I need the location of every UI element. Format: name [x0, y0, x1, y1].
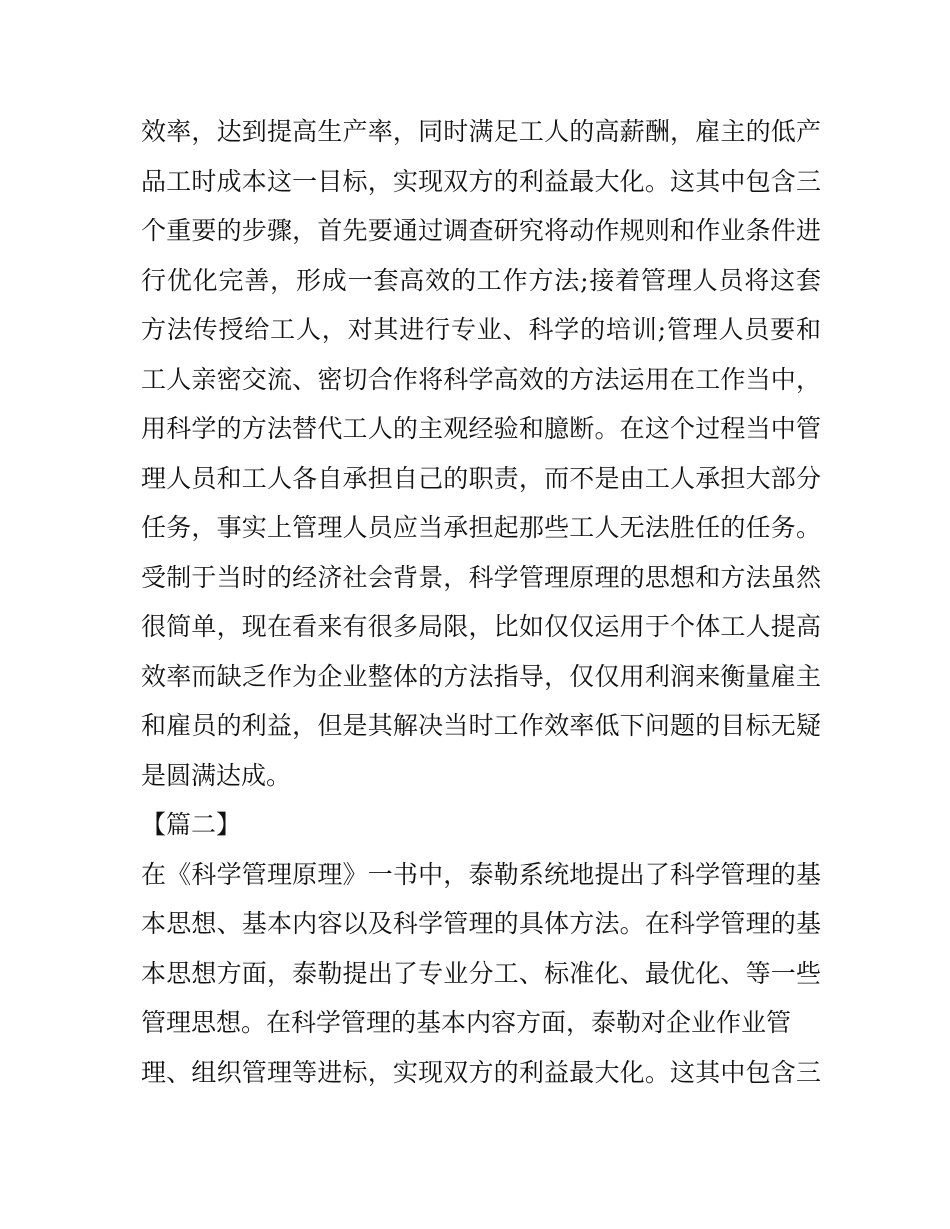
text-line: 本思想方面，泰勒提出了专业分工、标准化、最优化、等一些	[141, 958, 821, 988]
text-line: 方法传授给工人，对其进行专业、科学的培训;管理人员要和	[141, 315, 821, 344]
text-line: 效率，达到提高生产率，同时满足工人的高薪酬，雇主的低产	[141, 117, 821, 146]
text-line: 受制于当时的经济社会背景，科学管理原理的思想和方法虽然	[141, 562, 821, 592]
text-line: 本思想、基本内容以及科学管理的具体方法。在科学管理的基	[141, 909, 821, 938]
text-line: 行优化完善，形成一套高效的工作方法;接着管理人员将这套	[141, 265, 821, 295]
text-line: 管理思想。在科学管理的基本内容方面，泰勒对企业作业管	[141, 1008, 792, 1037]
text-line: 用科学的方法替代工人的主观经验和臆断。在这个过程当中管	[141, 414, 821, 443]
body-text	[141, 107, 821, 1097]
text-line: 是圆满达成。	[141, 760, 292, 790]
text-line: 在《科学管理原理》一书中，泰勒系统地提出了科学管理的基	[141, 859, 821, 889]
text-line: 和雇员的利益，但是其解决当时工作效率低下问题的目标无疑	[141, 711, 821, 740]
text-line: 很简单，现在看来有很多局限，比如仅仅运用于个体工人提高	[141, 612, 821, 641]
text-line: 品工时成本这一目标，实现双方的利益最大化。这其中包含三	[141, 166, 821, 196]
text-line: 理、组织管理等进标，实现双方的利益最大化。这其中包含三	[141, 1057, 821, 1087]
section-heading: 【篇二】	[141, 810, 242, 839]
text-line: 任务，事实上管理人员应当承担起那些工人无法胜任的任务。	[141, 513, 821, 542]
text-line: 理人员和工人各自承担自己的职责，而不是由工人承担大部分	[141, 463, 821, 493]
text-line: 工人亲密交流、密切合作将科学高效的方法运用在工作当中，	[141, 364, 821, 394]
text-line: 个重要的步骤，首先要通过调查研究将动作规则和作业条件进	[141, 216, 821, 245]
text-line: 效率而缺乏作为企业整体的方法指导，仅仅用利润来衡量雇主	[141, 661, 821, 691]
